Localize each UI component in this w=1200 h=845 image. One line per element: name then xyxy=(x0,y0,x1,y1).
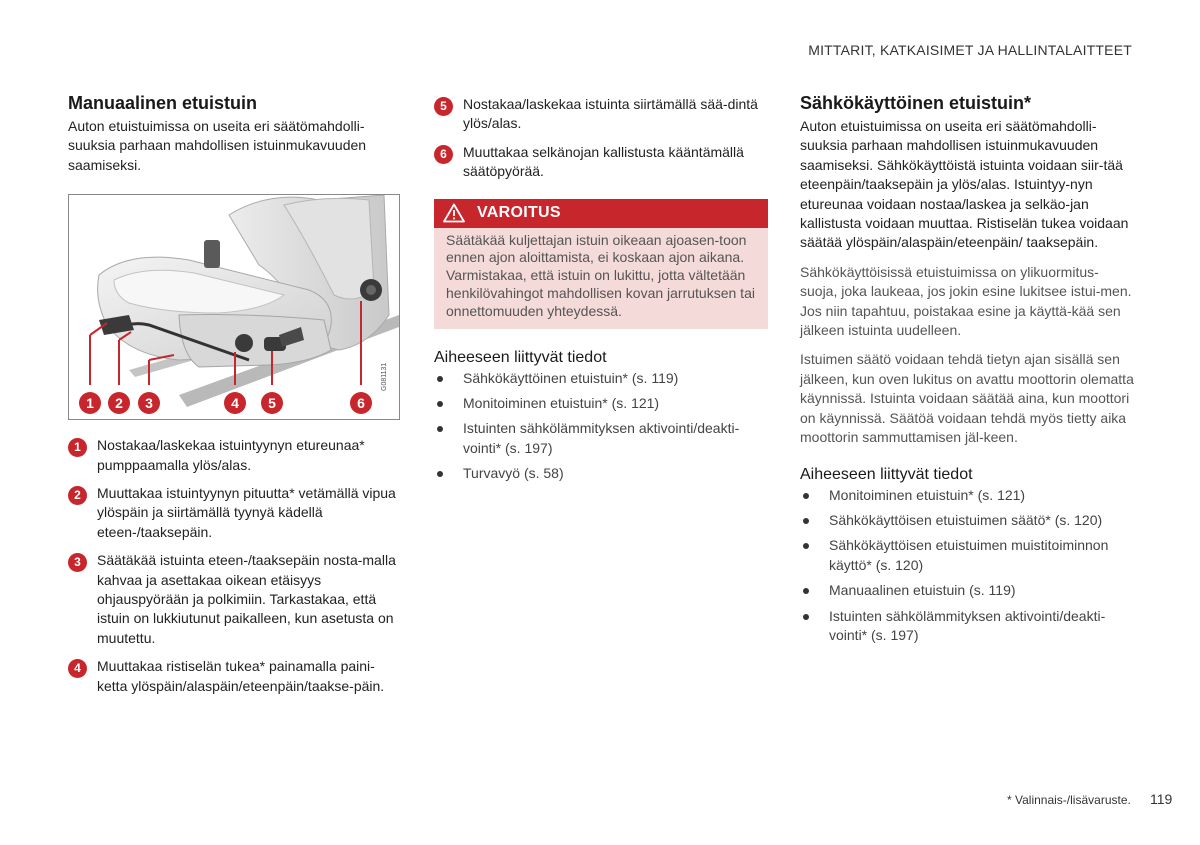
warning-triangle-icon xyxy=(443,203,465,223)
step-number-4: 4 xyxy=(68,659,87,678)
related-link-right-3[interactable] xyxy=(800,536,1134,575)
warning-title: VAROITUS xyxy=(477,204,561,222)
electric-seat-title: Sähkökäyttöinen etuistuin* xyxy=(800,93,1032,113)
step-number-5: 5 xyxy=(434,97,453,116)
bullet-icon xyxy=(803,614,809,620)
related-title-left: Aiheeseen liittyvät tiedot xyxy=(434,348,607,366)
step-number-2: 2 xyxy=(68,486,87,505)
related-list-left xyxy=(434,369,768,484)
related-link-text: Monitoiminen etuistuin* (s. 121) xyxy=(463,395,660,412)
callout-2: 2 xyxy=(108,392,130,414)
step-text-4: Muuttakaa ristiselän tukea* painamalla paini-ketta ylöspäin/alaspäin/eteenpäin/taakse-päin. xyxy=(97,658,385,694)
bullet-icon xyxy=(437,426,443,432)
related-link-left-2[interactable] xyxy=(434,394,768,413)
step-text-3: Säätäkää istuinta eteen-/taaksepäin nosta-malla kahvaa ja asettakaa oikean etäisyys ohjauspyörään ja polkimiin. Tarkastakaa, että istuin on lukkiutunut paikalleen, kun asetusta on muutettu. xyxy=(97,552,396,646)
manual-seat-intro: Auton etuistuimissa on useita eri säätömahdolli-suuksia parhaan mahdollisen istuinmukavuuden saamiseksi. xyxy=(68,118,367,173)
callout-5: 5 xyxy=(261,392,283,414)
related-link-text: Monitoiminen etuistuin* (s. 121) xyxy=(829,486,1026,503)
page-number: 119 xyxy=(1150,791,1173,807)
related-link-text: Istuinten sähkölämmityksen aktivointi/deakti-vointi* (s. 197) xyxy=(463,420,740,456)
related-link-text: Manuaalinen etuistuin (s. 119) xyxy=(829,582,1016,599)
step-number-6: 6 xyxy=(434,145,453,164)
bullet-icon xyxy=(437,471,443,477)
electric-seat-para-2: Sähkökäyttöisissä etuistuimissa on ylikuormitus-suoja, joka laukeaa, jos jokin esine lukitsee istui-men. Jos niin tapahtuu, poistakaa esine ja käyttä-kää sen jälkeen istuinta uudelleen. xyxy=(800,263,1132,339)
column-electric-seat xyxy=(800,93,1134,651)
related-link-text: Istuinten sähkölämmityksen aktivointi/deakti-vointi* (s. 197) xyxy=(829,607,1106,643)
seat-illustration xyxy=(68,194,400,420)
related-link-text: Turvavyö (s. 58) xyxy=(463,465,564,482)
step-number-1: 1 xyxy=(68,438,87,457)
step-5 xyxy=(434,95,768,134)
callout-1: 1 xyxy=(79,392,101,414)
step-3 xyxy=(68,551,402,648)
column-manual-seat xyxy=(68,93,402,705)
warning-text: Säätäkää kuljettajan istuin oikeaan ajoasen-toon ennen ajon aloittamista, ei koskaan ajon aikana. Varmistakaa, että istuin on lukittu, jotta vältetään henkilövahingot mahdollisen kovan jarrutuksen tai onnettomuuden yhteydessä. xyxy=(434,228,768,329)
section-header: MITTARIT, KATKAISIMET JA HALLINTALAITTEET xyxy=(808,42,1132,58)
related-link-right-4[interactable] xyxy=(800,581,1134,600)
warning-header xyxy=(434,199,768,228)
step-text-1: Nostakaa/laskekaa istuintyynyn etureunaa* pumppaamalla ylös/alas. xyxy=(97,437,365,473)
bullet-icon xyxy=(803,518,809,524)
related-title-right: Aiheeseen liittyvät tiedot xyxy=(800,465,973,483)
electric-seat-para-3: Istuimen säätö voidaan tehdä tietyn ajan sisällä sen jälkeen, kun oven lukitus on avattu moottorin olematta käynnissä. Istuinta voidaan säätää aina, kun moottori on käynnissä. Säätöä voidaan tehdä myös tietty aika moottorin sammuttamisen jäl-keen. xyxy=(800,351,1134,446)
related-link-text: Sähkökäyttöisen etuistuimen muistitoiminnon käyttö* (s. 120) xyxy=(829,537,1109,573)
figure-code: G081131 xyxy=(381,362,388,392)
callout-3: 3 xyxy=(138,392,160,414)
step-4 xyxy=(68,657,402,696)
footer-footnote: * Valinnais-/lisävaruste. xyxy=(1007,793,1131,807)
related-link-left-4[interactable] xyxy=(434,464,768,483)
related-link-left-1[interactable] xyxy=(434,369,768,388)
step-text-5: Nostakaa/laskekaa istuinta siirtämällä sää-dintä ylös/alas. xyxy=(463,96,758,132)
step-number-3: 3 xyxy=(68,553,87,572)
callout-4: 4 xyxy=(224,392,246,414)
bullet-icon xyxy=(437,401,443,407)
related-link-left-3[interactable] xyxy=(434,419,768,458)
step-6 xyxy=(434,143,768,182)
related-list-right xyxy=(800,486,1134,646)
step-1 xyxy=(68,436,402,475)
warning-box xyxy=(434,199,768,329)
bullet-icon xyxy=(437,376,443,382)
related-link-text: Sähkökäyttöisen etuistuimen säätö* (s. 120) xyxy=(829,511,1103,528)
electric-seat-para-1: Auton etuistuimissa on useita eri säätömahdolli-suuksia parhaan mahdollisen istuinmukavuuden saamiseksi. Sähkökäyttöistä istuinta voidaan siir-tää eteenpäin/taaksepäin ja ylös/alas. Istuintyy-nyn etureunaa voidaan nostaa/laskea ja selkäo-jan kallistusta voidaan muuttaa. Ristiselän tukea voidaan säätää ylöspäin/alaspäin/eteenpäin/ taaksepäin. xyxy=(800,118,1129,251)
related-link-right-2[interactable] xyxy=(800,511,1134,530)
step-2 xyxy=(68,484,402,542)
bullet-icon xyxy=(803,493,809,499)
step-text-2: Muuttakaa istuintyynyn pituutta* vetämällä vipua ylöspäin ja siirtämällä tyynyä kädellä eteen-/taaksepäin. xyxy=(97,485,396,540)
related-link-right-1[interactable] xyxy=(800,486,1134,505)
related-link-right-5[interactable] xyxy=(800,607,1134,646)
related-link-text: Sähkökäyttöinen etuistuin* (s. 119) xyxy=(463,369,679,386)
seat-drawing xyxy=(69,195,400,420)
step-text-6: Muuttakaa selkänojan kallistusta kääntämällä säätöpyörää. xyxy=(463,143,744,180)
callout-6: 6 xyxy=(350,392,372,414)
column-middle xyxy=(434,95,768,490)
manual-steps-list-cont xyxy=(434,95,768,182)
bullet-icon xyxy=(803,543,809,549)
manual-steps-list xyxy=(68,436,402,696)
manual-seat-title: Manuaalinen etuistuin xyxy=(68,93,258,113)
bullet-icon xyxy=(803,588,809,594)
